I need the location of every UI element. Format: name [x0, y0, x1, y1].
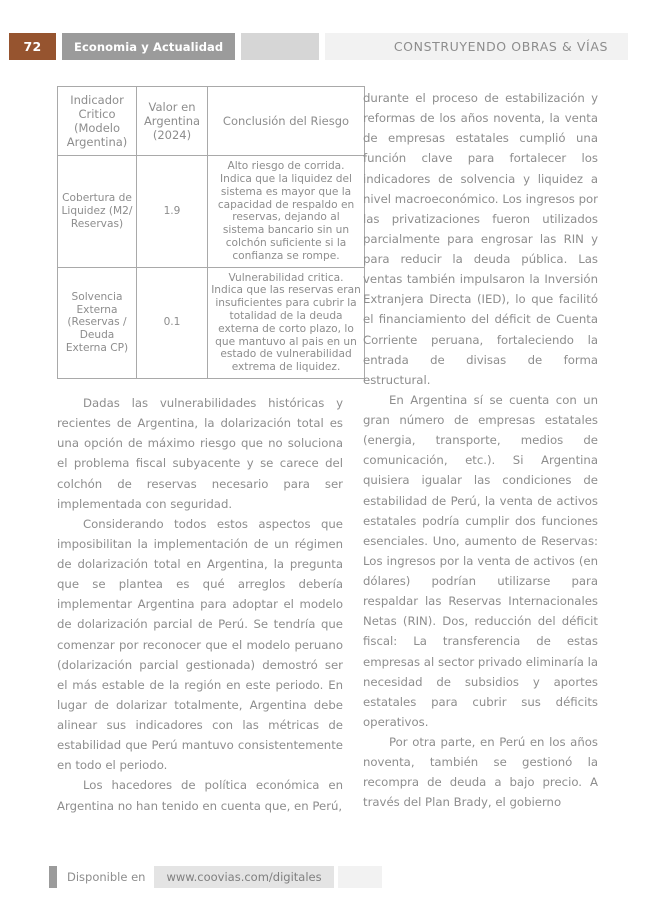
- footer-url[interactable]: www.coovias.com/digitales: [154, 866, 333, 888]
- paragraph: Considerando todos estos aspectos que imposibilitan la implementación de un régimen de dolarización total en Argentina, la pregunta que se plantea es qué arreglos debería implementar Argentina para adoptar el modelo de dolarización parcial de Perú. Se tendría que comenzar por reconocer que el modelo peruano (dolarización parcial gestionada) demostró ser el más estable de la región en este periodo. En lugar de dolarizar totalmente, Argentina debe alinear sus indicadores con las métricas de estabilidad que Perú mantuvo consistentemente en todo el periodo.: [57, 516, 343, 773]
- table-header-indicator: Indicador Critico (Modelo Argentina): [58, 87, 137, 156]
- cell-conclusion: Alto riesgo de corrida. Indica que la liquidez del sistema es mayor que la capacidad de respaldo en reservas, dejando al sistema bancario sin un colchón suficiente si la confianza se rompe.: [208, 156, 365, 268]
- cell-conclusion: Vulnerabilidad critica. Indica que las reservas eran insuficientes para cubrir la totalidad de la deuda externa de corto plazo, lo que mantuvo al pais en un estado de vulnerabilidad extrema de liquidez.: [208, 267, 365, 379]
- cell-indicator: Solvencia Externa (Reservas / Deuda Externa CP): [58, 267, 137, 379]
- paragraph: En Argentina sí se cuenta con un gran número de empresas estatales (energia, transporte, medios de comunicación, etc.). Si Argentina quisiera igualar las condiciones de estabilidad de Perú, la venta de activos estatales podría cumplir dos funciones esenciales. Uno, aumento de Reservas: Los ingresos por la venta de activos (en dólares) podrían utilizarse para respaldar las Reservas Internacionales Netas (RIN). Dos, reducción del déficit fiscal: La transferencia de estas empresas al sector privado eliminaría la necesidad de subsidios y aportes estatales para cubrir sus déficits operativos.: [363, 392, 598, 729]
- section-label: Economia y Actualidad: [62, 33, 235, 60]
- footer-label: Disponible en: [67, 870, 146, 884]
- table-row: [58, 156, 365, 268]
- table-head: [58, 87, 365, 156]
- left-column: [57, 86, 361, 816]
- cell-value: 0.1: [137, 267, 208, 379]
- right-column: [363, 88, 598, 813]
- paragraph: Por otra parte, en Perú en los años noventa, también se gestionó la recompra de deuda a bajo precio. A través del Plan Brady, el gobierno: [363, 735, 598, 810]
- table-header-value: Valor en Argentina (2024): [137, 87, 208, 156]
- cell-value: 1.9: [137, 156, 208, 268]
- cell-indicator: Cobertura de Liquidez (M2/ Reservas): [58, 156, 137, 268]
- table-header-conclusion: Conclusión del Riesgo: [208, 87, 365, 156]
- page-header: [0, 33, 650, 60]
- publication-title: CONSTRUYENDO OBRAS & VÍAS: [325, 33, 628, 60]
- table-header-row: [58, 87, 365, 156]
- header-decorative-block: [241, 33, 319, 60]
- page-number-badge: 72: [9, 33, 56, 60]
- paragraph: durante el proceso de estabilización y reformas de los años noventa, la venta de empresas estatales cumplió una función clave para fortalecer los indicadores de solvencia y liquidez a nivel macroeconómico. Los ingresos por las privatizaciones fueron utilizados parcialmente para engrosar las RIN y para reducir la deuda pública. Las ventas también impulsaron la Inversión Extranjera Directa (IED), lo que facilitó el financiamiento del déficit de Cuenta Corriente peruana, fortaleciendo la entrada de divisas de forma estructural.: [363, 91, 598, 387]
- table-row: [58, 267, 365, 379]
- risk-indicators-table: [57, 86, 365, 379]
- page-footer: [0, 866, 650, 888]
- paragraph: Dadas las vulnerabilidades históricas y recientes de Argentina, la dolarización total es una opción de máximo riesgo que no soluciona el problema fiscal subyacente y se carece del colchón de reservas necesario para ser implementada con seguridad.: [57, 396, 343, 511]
- footer-marker-icon: [49, 866, 57, 888]
- paragraph: Los hacedores de política económica en Argentina no han tenido en cuenta que, en Perú,: [57, 778, 343, 813]
- table-body: [58, 156, 365, 379]
- footer-decorative-block: [338, 866, 382, 888]
